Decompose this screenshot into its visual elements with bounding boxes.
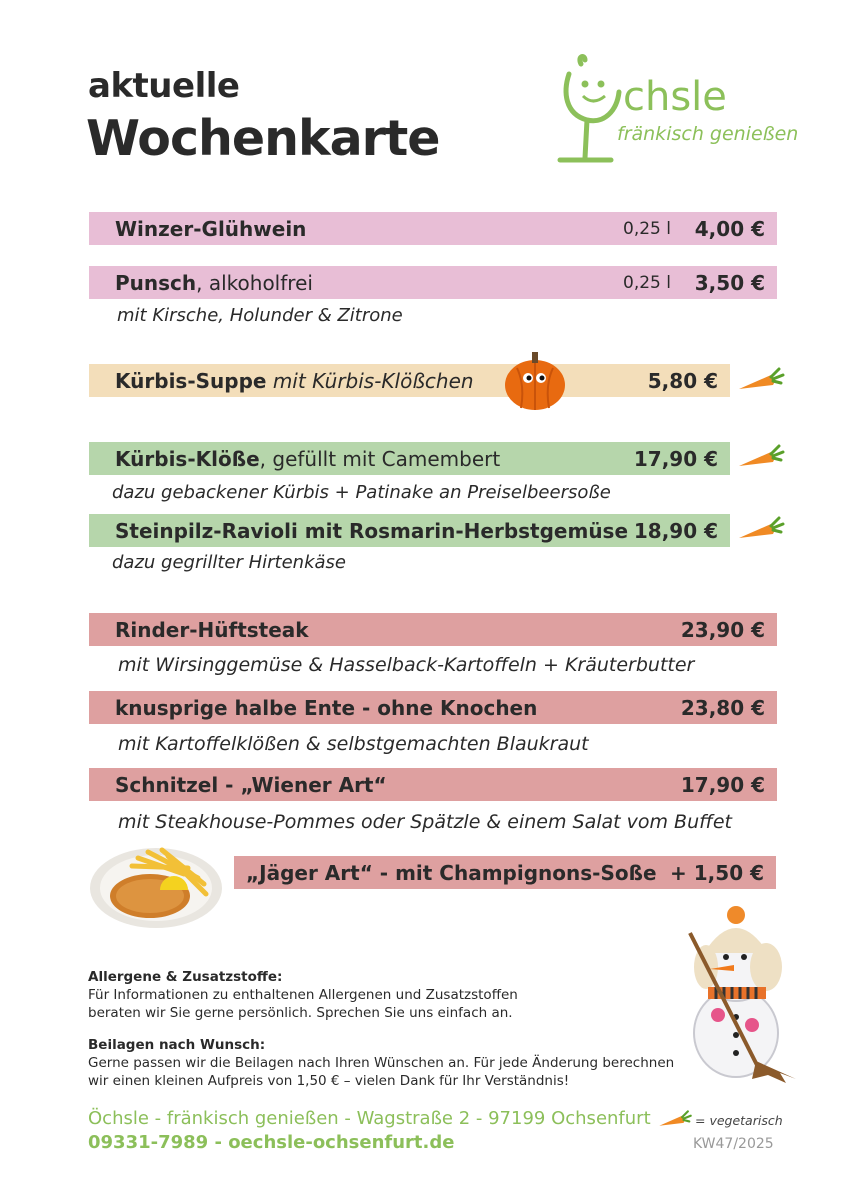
- item-price: 17,90 €: [680, 772, 765, 797]
- menu-item-kuerbis-suppe: [89, 364, 730, 397]
- menu-item-rinder-hueftsteak: [89, 613, 777, 646]
- vegetarian-carrot-icon: [737, 367, 785, 395]
- page-title: Wochenkarte: [86, 110, 440, 167]
- item-price: 18,90 €: [633, 518, 718, 543]
- sides-text: wir einen kleinen Aufpreis von 1,50 € – vielen Dank für Ihr Verständnis!: [88, 1073, 570, 1089]
- item-volume: 0,25 l: [623, 218, 671, 239]
- item-name: Rinder-Hüftsteak: [115, 617, 309, 642]
- item-description: dazu gegrillter Hirtenkäse: [112, 552, 346, 573]
- item-description: dazu gebackener Kürbis + Patinake an Preiselbeersoße: [112, 482, 611, 503]
- item-description: mit Kartoffelklößen & selbstgemachten Blaukraut: [118, 733, 589, 755]
- item-price: 23,90 €: [680, 617, 765, 642]
- vegetarian-carrot-icon: [657, 1110, 693, 1130]
- item-name: Schnitzel - „Wiener Art“: [115, 772, 387, 797]
- item-description: mit Steakhouse-Pommes oder Spätzle & einem Salat vom Buffet: [118, 811, 732, 833]
- logo-name: chsle: [623, 74, 727, 120]
- schnitzel-plate-image: [88, 838, 224, 932]
- item-price: + 1,50 €: [670, 860, 764, 885]
- menu-item-gluehwein: [89, 212, 777, 245]
- item-name: knusprige halbe Ente - ohne Knochen: [115, 695, 538, 720]
- item-name: Winzer-Glühwein: [115, 216, 307, 241]
- item-name: Kürbis-Klöße, gefüllt mit Camembert: [115, 446, 501, 471]
- oechsle-logo: [555, 52, 805, 167]
- menu-item-ente: [89, 691, 777, 724]
- item-price: 23,80 €: [680, 695, 765, 720]
- item-price: 3,50 €: [694, 270, 765, 295]
- logo-tagline: fränkisch genießen: [617, 123, 799, 145]
- week-number: KW47/2025: [693, 1136, 774, 1152]
- item-price: 5,80 €: [647, 368, 718, 393]
- sides-text: Gerne passen wir die Beilagen nach Ihren Wünschen an. Für jede Änderung berechnen: [88, 1055, 675, 1071]
- allergen-title: Allergene & Zusatzstoffe:: [88, 969, 283, 985]
- title-small: aktuelle: [88, 66, 240, 106]
- sides-title: Beilagen nach Wunsch:: [88, 1037, 266, 1053]
- allergen-text: beraten wir Sie gerne persönlich. Sprechen Sie uns einfach an.: [88, 1005, 513, 1021]
- menu-item-jaeger-art: [234, 856, 776, 889]
- menu-item-steinpilz-ravioli: [89, 514, 730, 547]
- pumpkin-icon: [503, 350, 567, 412]
- allergen-info: [88, 968, 518, 1022]
- item-name: Punsch, alkoholfrei: [115, 270, 313, 295]
- item-price: 17,90 €: [633, 446, 718, 471]
- item-name: Kürbis-Suppe mit Kürbis-Klößchen: [115, 368, 474, 393]
- logo-eye-icon: [582, 81, 589, 88]
- footer-address: Öchsle - fränkisch genießen - Wagstraße 2 - 97199 Ochsenfurt: [88, 1108, 651, 1129]
- vegetarian-carrot-icon: [737, 516, 785, 544]
- menu-item-schnitzel: [89, 768, 777, 801]
- item-volume: 0,25 l: [623, 272, 671, 293]
- footer-contact: 09331-7989 - oechsle-ochsenfurt.de: [88, 1132, 455, 1153]
- allergen-text: Für Informationen zu enthaltenen Allergenen und Zusatzstoffen: [88, 987, 518, 1003]
- menu-item-kuerbis-kloesse: [89, 442, 730, 475]
- vegetarian-carrot-icon: [737, 444, 785, 472]
- sides-info: [88, 1036, 674, 1090]
- vegetarian-legend: = vegetarisch: [695, 1113, 783, 1128]
- item-description: mit Wirsinggemüse & Hasselback-Kartoffeln + Kräuterbutter: [118, 654, 695, 676]
- item-description: mit Kirsche, Holunder & Zitrone: [117, 305, 403, 326]
- snowman-image: [660, 903, 806, 1083]
- item-price: 4,00 €: [694, 216, 765, 241]
- item-name: Steinpilz-Ravioli mit Rosmarin-Herbstgemüse: [115, 518, 629, 543]
- menu-item-punsch: [89, 266, 777, 299]
- item-name: „Jäger Art“ - mit Champignons-Soße: [246, 860, 657, 885]
